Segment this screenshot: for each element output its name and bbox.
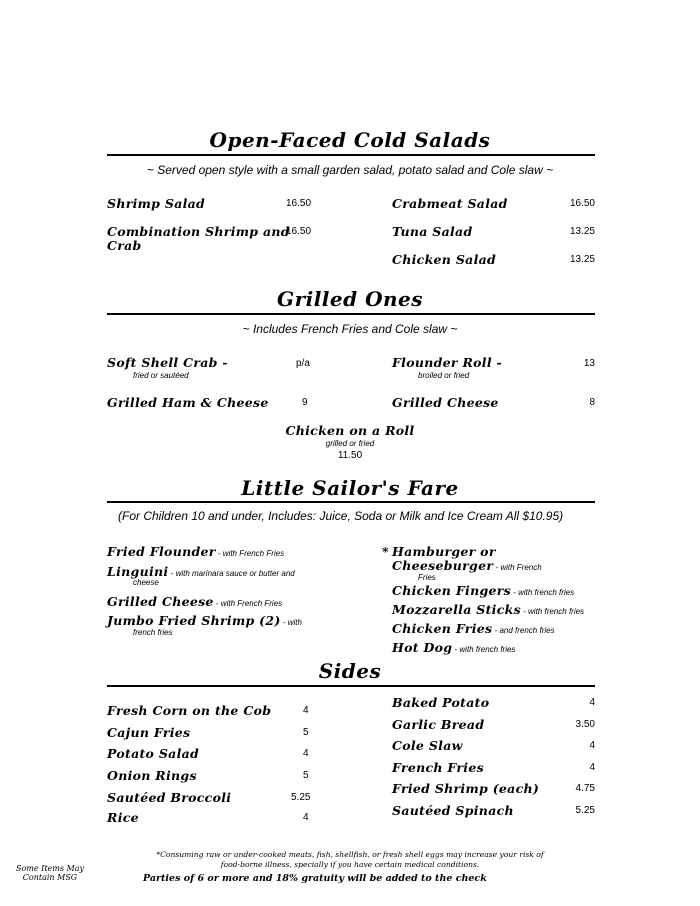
menu-item-note: broiled or fried bbox=[418, 371, 470, 380]
menu-item-name: Grilled Cheese bbox=[392, 395, 499, 410]
kids-item bbox=[107, 594, 282, 609]
menu-item-name: Baked Potato bbox=[392, 695, 490, 710]
menu-item-name: Flounder Roll - bbox=[392, 355, 503, 370]
menu-item-price: 16.50 bbox=[569, 198, 595, 209]
section-subtitle: ~ Served open style with a small garden salad, potato salad and Cole slaw ~ bbox=[146, 163, 554, 177]
menu-item-name: Linguini bbox=[107, 564, 169, 579]
menu-item-name: Onion Rings bbox=[107, 768, 197, 783]
menu-item-dash: - bbox=[493, 563, 501, 572]
menu-item-price: 13 bbox=[583, 358, 595, 369]
section-subtitle: ~ Includes French Fries and Cole slaw ~ bbox=[242, 322, 458, 336]
menu-item-name: Sautéed Spinach bbox=[392, 803, 514, 818]
menu-item-note: cheese bbox=[133, 578, 159, 587]
menu-item-note: with French Fries bbox=[220, 599, 283, 608]
menu-item-note: and french fries bbox=[499, 626, 555, 635]
warning-line: food-borne illness, specially if you have certain medical conditions. bbox=[220, 860, 480, 869]
menu-item-name: Soft Shell Crab - bbox=[107, 355, 228, 370]
menu-item-dash: - bbox=[520, 607, 529, 616]
menu-item-name: Rice bbox=[107, 810, 139, 825]
kids-item bbox=[107, 613, 302, 628]
kids-item bbox=[392, 583, 574, 598]
menu-item-note: Fries bbox=[418, 573, 436, 582]
menu-item-price: 5 bbox=[303, 727, 309, 738]
menu-item-note: with french fries bbox=[459, 645, 516, 654]
menu-item-price: 4 bbox=[303, 748, 309, 759]
menu-item-note: with bbox=[287, 618, 302, 627]
menu-item-note: grilled or fried bbox=[325, 439, 375, 448]
menu-item-name: French Fries bbox=[392, 760, 484, 775]
menu-item-dash: - bbox=[280, 618, 288, 627]
menu-item-note: with French bbox=[500, 563, 542, 572]
menu-item-price: 13.25 bbox=[569, 226, 595, 237]
section-subtitle: (For Children 10 and under, Includes: Juice, Soda or Milk and Ice Cream All $10.95) bbox=[118, 509, 564, 523]
menu-item-dash: - bbox=[452, 645, 460, 654]
msg-note-line: Contain MSG bbox=[22, 873, 78, 882]
section-title-grilled: Grilled Ones bbox=[276, 287, 424, 311]
menu-item-name: Grilled Ham & Cheese bbox=[107, 395, 269, 410]
menu-item-name: Fried Shrimp (each) bbox=[392, 781, 540, 796]
menu-item-name: Chicken on a Roll bbox=[285, 423, 415, 438]
menu-item-price: 16.50 bbox=[286, 198, 312, 209]
section-rule bbox=[107, 685, 595, 687]
menu-item-name: Tuna Salad bbox=[392, 224, 473, 239]
menu-item-name: Garlic Bread bbox=[392, 717, 485, 732]
menu-item-price: 11.50 bbox=[337, 450, 363, 461]
menu-item-dash: - bbox=[213, 599, 221, 608]
section-title-kids: Little Sailor's Fare bbox=[241, 476, 459, 500]
menu-item-price: 8 bbox=[589, 397, 595, 408]
menu-item-note: french fries bbox=[133, 628, 173, 637]
section-rule bbox=[107, 501, 595, 503]
menu-item-name: Chicken Fries bbox=[392, 621, 493, 636]
section-title-sides: Sides bbox=[318, 659, 382, 683]
menu-item-price: 4 bbox=[303, 705, 309, 716]
gratuity-note: Parties of 6 or more and 18% gratuity will be added to the check bbox=[143, 873, 487, 884]
msg-note bbox=[10, 864, 90, 882]
menu-item-price: 13.25 bbox=[569, 254, 595, 265]
menu-item-name-cont: Crab bbox=[107, 238, 142, 253]
menu-item-price: 4 bbox=[589, 740, 595, 751]
menu-item-name: Cole Slaw bbox=[392, 738, 463, 753]
menu-item-name: Crabmeat Salad bbox=[392, 196, 508, 211]
warning-line: *Consuming raw or under-cooked meats, fish, shellfish, or fresh shell eggs may increase your risk of bbox=[156, 850, 544, 859]
menu-item-name-cont: Cheeseburger bbox=[392, 558, 494, 573]
menu-item-note: with french fries bbox=[518, 588, 575, 597]
kids-item bbox=[392, 558, 542, 573]
msg-note-line: Some Items May bbox=[16, 864, 84, 873]
menu-item-price: 5.25 bbox=[575, 805, 595, 816]
kids-item bbox=[392, 640, 515, 655]
menu-item-name: Combination Shrimp and bbox=[107, 224, 290, 239]
menu-item-name: Sautéed Broccoli bbox=[107, 790, 232, 805]
menu-item-name: Grilled Cheese bbox=[107, 594, 214, 609]
kids-item bbox=[392, 602, 584, 617]
msg-star: * bbox=[382, 544, 389, 559]
menu-item-price: 4 bbox=[589, 762, 595, 773]
menu-item-name: Mozzarella Sticks bbox=[392, 602, 521, 617]
menu-item-dash: - bbox=[168, 569, 176, 578]
menu-item-name: Shrimp Salad bbox=[107, 196, 206, 211]
menu-item-price: 4 bbox=[589, 697, 595, 708]
menu-item-name: Jumbo Fried Shrimp (2) bbox=[107, 613, 281, 628]
menu-item-dash: - bbox=[510, 588, 519, 597]
menu-item-price: p/a bbox=[296, 358, 310, 369]
menu-item-dash: - bbox=[215, 549, 223, 558]
menu-item-note: with french fries bbox=[528, 607, 585, 616]
menu-item-price: 16.50 bbox=[286, 226, 312, 237]
section-rule bbox=[107, 313, 595, 315]
section-title-open-faced: Open-Faced Cold Salads bbox=[209, 128, 491, 152]
kids-item bbox=[107, 544, 284, 559]
menu-item-price: 5 bbox=[303, 770, 309, 781]
menu-item-name: Potato Salad bbox=[107, 746, 200, 761]
menu-item-note: with French Fries bbox=[222, 549, 285, 558]
menu-item-dash: - bbox=[492, 626, 500, 635]
menu-item-name: Fresh Corn on the Cob bbox=[107, 703, 272, 718]
menu-item-price: 5.25 bbox=[291, 792, 311, 803]
menu-item-name: Hamburger or bbox=[392, 544, 496, 559]
menu-item-price: 4 bbox=[303, 812, 309, 823]
kids-item bbox=[107, 564, 295, 579]
menu-item-name: Chicken Salad bbox=[392, 252, 497, 267]
menu-item-note: with marinara sauce or butter and bbox=[175, 569, 295, 578]
menu-item-name: Hot Dog bbox=[392, 640, 453, 655]
menu-item-note: fried or sautéed bbox=[133, 371, 189, 380]
menu-item-price: 4.75 bbox=[575, 783, 595, 794]
section-rule bbox=[107, 154, 595, 156]
menu-item-name: Chicken Fingers bbox=[392, 583, 511, 598]
menu-item-name: Fried Flounder bbox=[107, 544, 216, 559]
health-warning bbox=[110, 850, 590, 870]
menu-item-price: 9 bbox=[302, 397, 308, 408]
kids-item bbox=[392, 621, 555, 636]
menu-item-name: Cajun Fries bbox=[107, 725, 191, 740]
menu-item-price: 3.50 bbox=[575, 719, 595, 730]
